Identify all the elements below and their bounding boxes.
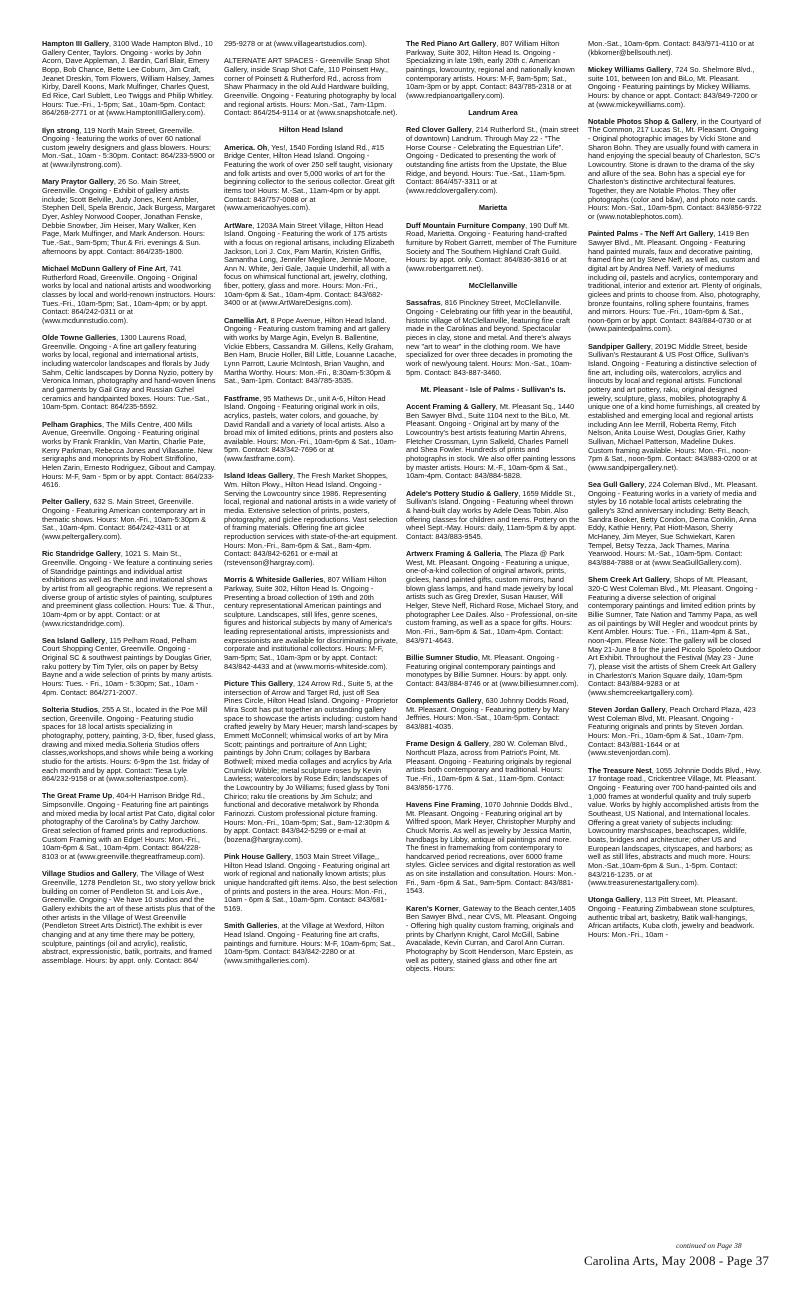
gallery-listing: Fastframe, 95 Mathews Dr., unit A-6, Hilton Head Island. Ongoing - Featuring original work in oils, acrylics, pastels, water colors, and gouache, by David Randall and a variety of local artists. Also a broad mix of limited editions, prints and posters also available. Hours: Mon.-Fri., 10am-6pm & Sat., 10am-5pm. Contact: 843/342-7696 or at (www.fastframe.com). <box>224 393 397 464</box>
gallery-listing: Mon.-Sat., 10am-6pm. Contact: 843/971-4110 or at (kbkorner@bellsouth.net). <box>588 40 755 57</box>
gallery-listing: Utonga Gallery, 113 Pitt Street, Mt. Pleasant. Ongoing - Featuring Zimbabwean stone sculptures, authentic tribal art, basketry, Batik wall-hangings, African artifacts, Kuba cloth, jewelry and beadwork. Hours: Mon.-Fri., 10am - <box>588 895 755 940</box>
section-heading: Marietta <box>478 203 508 213</box>
gallery-listing: Mickey Williams Gallery, 724 So. Shelmore Blvd., suite 101, between Ion and BiLo, Mt. Pleasant. Ongoing - Featuring paintings by Mickey Williams. Hours: by chance or appt. Contact: 843/849-7200 or at (www.mickeywilliams.com). <box>588 64 758 109</box>
section-heading: Hilton Head Island <box>278 125 344 135</box>
gallery-listing: Sea Gull Gallery, 224 Coleman Blvd., Mt. Pleasant. Ongoing - Featuring works in a variety of media and styles by 16 notable local artists celebrating the gallery's 32nd anniversary including: Betty Beach, Sandra Booker, Betty Condon, Dema Conklin, Anna Eddy, Kathie Henry, Pat Hiott-Mason, Sherry McHaney, Jim Meyer, Sue Schwiekart, Karen Tempel, Betsy Tezza, Jack Thames, Marina Yearwood. Hours: M.-Sat., 10am-5pm. Contact: 843/884-7888 or at (www.SeaGullGallery.com). <box>588 480 758 568</box>
gallery-listing: 295-9278 or at (www.villageartstudios.com). <box>224 40 367 48</box>
column-2 <box>224 40 398 1270</box>
gallery-listing: Complements Gallery, 630 Johnny Dodds Road, Mt. Pleasant. Ongoing - Featuring pottery by Mary Jeffries. Hours: Mon.-Sat., 10am-5pm. Contact: 843/881-4035. <box>406 696 569 732</box>
gallery-listing: The Great Frame Up, 404-H Harrison Bridge Rd., Simpsonville. Ongoing - Featuring fine art paintings and mixed media by local artist Pat Cato, digital color photography of the Carolina's by Cathy Jarchow. Great selection of framed prints and reproductions. Custom Framing with an Edge! Hours: Mon.-Fri., 10am-6pm & Sat., 10am-4pm. Contact: 864/228-8103 or at (www.greenville.thegreatframeup.com). <box>42 791 215 862</box>
gallery-listing: Billie Sumner Studio, Mt. Pleasant. Ongoing - Featuring original contemporary paintings and monotypes by Billie Sumner. Hours: by appt. only. Contact: 843/884-8746 or at (www.billiesumner.com). <box>406 652 579 688</box>
gallery-listing: Red Clover Gallery, 214 Rutherford St., (main street of downtown) Landrum. Through May 22 - "The Horse Course - Celebrating the Equestrian Life". Ongoing - Dedicated to presenting the work of outstanding fine artists from the Upstate, the Blue Ridge, and beyond. Hours: Tue.-Sat., 11am-5pm. Contact: 864/457-3311 or at (www.redclovergallery.com). <box>406 125 579 196</box>
gallery-listing: Duff Mountain Furniture Company, 190 Duff Mt. Road, Marietta. Ongoing - Featuring hand-crafted furniture by Robert Garrett, member of The Furniture Society and The Southern Highland Craft Guild. Hours: by appt. only. Contact: 864/836-3816 or at (www.robertgarrett.net). <box>406 220 577 273</box>
section-heading: McClellanville <box>468 281 518 291</box>
gallery-listing: Frame Design & Gallery, 280 W. Coleman Blvd., Northcutt Plaza, across from Patriot's Point, Mt. Pleasant. Ongoing - Featuring originals by regional artists both contemporary and traditional. Hours: Tue.-Fri., 10am-6pm & Sat., 11am-5pm. Contact: 843/856-1776. <box>406 739 572 792</box>
gallery-listing: Adele's Pottery Studio & Gallery, 1659 Middle St., Sullivan's Island. Ongoing - Featuring wheel thrown & hand-built clay works by Adele Deas Tobin. Also offering classes for children and teens. Pottery on the wheel Sept.-May. Hours: daily, 11am-5pm & by appt. Contact: 843/883-9545. <box>406 488 580 541</box>
gallery-listing: Michael McDunn Gallery of Fine Art, 741 Rutherford Road, Greenville. Ongoing - Original works by local and national artists and woodworking classes by local and world-renown instructors. Hours: Tues.-Fri., 10am-5pm; Sat., 10am-4pm; or by appt. Contact: 864/242-0311 or at (www.mcdunnstudio.com). <box>42 263 216 325</box>
gallery-listing: Ilyn strong, 119 North Main Street, Greenville. Ongoing - featuring the works of over 60 national custom jewelry designers and glass blowers. Hours: Mon.-Sat., 10am - 5:30pm. Contact: 864/233-5900 or at (www.ilynstrong.com). <box>42 125 215 170</box>
column-4 <box>588 40 762 1270</box>
gallery-listing: Steven Jordan Gallery, Peach Orchard Plaza, 423 West Coleman Blvd, Mt. Pleasant. Ongoing - Featuring originals and prints by Steven Jordan. Hours: Mon.-Fri., 10am-6pm & Sat., 10am-7pm. Contact: 843/881-1644 or at (www.stevenjordan.com). <box>588 705 756 758</box>
section-heading: Landrum Area <box>468 108 518 118</box>
section-heading: Mt. Pleasant - Isle of Palms - Sullivan's Is. <box>420 384 566 394</box>
page-columns <box>42 40 762 1260</box>
gallery-listing: Pink House Gallery, 1503 Main Street Village,, Hilton Head Island. Ongoing - Featuring original art work of regional and nationally known artists; plus unique handcrafted gift items. Also, the best selection of prints and posters in the area. Hours: Mon.-Fri., 10am - 6pm & Sat., 10am-5pm. Contact: 843/681-5169. <box>224 852 398 913</box>
gallery-listing: The Treasure Nest, 1055 Johnnie Dodds Blvd., Hwy. 17 frontage road., Crickentree Village, Mt. Pleasant. Ongoing - Featuring over 700 hand-painted oils and 1,000 frames at wonderful quality and truly superb value. Works by highly accomplished artists from the Southeast, US National, and International locales. Offering a great variety of subjects including: Lowcountry marshscapes, beachscapes, wildlife, boats, bridges and architecture; other US and European landscapes, cityscapes, and harbors; as well as still lifes, abstracts and much more. Hours: Mon.-Sat.,10am-6pm & Sun., 1-5pm. Contact: 843/216-1235. or at (www.treasurenestartgallery.com). <box>588 765 762 888</box>
continued-note: continued on Page 38 <box>676 1241 742 1250</box>
gallery-listing: Mary Praytor Gallery, 26 So. Main Street, Greenville. Ongoing - Exhibit of gallery artists include; Scott Belville, Judy Jones, Kent Ambler, Stephen Dell, Spela Brencic, Jack Burgess, Margaret Dyer, Ashley Norwood Cooper, Jonathan Fenske, Debbie Snowber, Jim Heiser, Mary Walker, Ken Page, Mark Mulfinger, and Mark Anderson. Hours: Tue.-Sat., 9am-5pm; Thur.& Fri. evenings & Sun. afternoons by appt. Contact: 864/235-1800. <box>42 177 216 256</box>
gallery-listing: ALTERNATE ART SPACES - Greenville Snap Shot Gallery, inside Snap Shot Cafe, 110 Poinsett Hwy., corner of Poinsett & Rutherford Rd., across from Shaw Pharmacy in the old Auld Hardware building, Greenville. Ongoing - Featuring photography by local and regional artists. Hours: Mon.-Sat., 7am-11pm. Contact: 864/254-9114 or at (www.snapshotcafe.net). <box>224 56 398 118</box>
gallery-listing: ArtWare, 1203A Main Street Village, Hilton Head Island. Ongoing - Featuring the work of 175 artists with a focus on regional artisans, including Elizabeth Jackson, Lori J. Cox, Pam Martin, Kristen Griffis, Samantha Long, Jennifer Megliore, Jennie Moore, Ann N. White, Jeri Gale, Jaquie Underhill, all with a focus on whimsical functional art, jewelry, clothing, fiber, pottery, glass and more. Hours: Mon.-Fri., 10am-6pm & Sat., 10am-4pm. Contact: 843/682-3400 or at (www.ArtWareDesigns.com). <box>224 220 395 308</box>
gallery-listing: Havens Fine Framing, 1070 Johnnie Dodds Blvd., Mt. Pleasant. Ongoing - Featuring original art by Wilfred spoon, Mark Heyer, Christopher Murphy and Chuck Morris. As well as jewelry by Jessica Martin, handbags by Libby, antique oil paintings and more. The finest in framemaking from contemporary to handcarved period recreations, over 6000 frame styles. Giclee services and digital restoration as well as on site installation and consultation. Hours: Mon.-Fri., 9am -6pm & Sat., 9am-5pm. Contact: 843/881-1543. <box>406 799 577 896</box>
gallery-listing: The Red Piano Art Gallery, 807 William Hilton Parkway, Suite 302, Hilton Head Is. Ongoing - Specializing in late 19th, early 20th c. American paintings, lowcountry, regional and nationally known contemporary artists. Hours: M-F, 9am-5pm; Sat., 10am-3pm or by appt. Contact: 843/785-2318 or at (www.redpianoartgallery.com). <box>406 40 575 100</box>
gallery-listing: Accent Framing & Gallery, Mt. Pleasant Sq., 1440 Ben Sawyer Blvd., Suite 1104 next to the BiLo, Mt. Pleasant. Ongoing - Original art by many of the Lowcountry's best artists featuring Martin Ahrens, Fletcher Crossman, Lynn Salkeld, Charles Parnell and Shea Fowler. Hundreds of prints and photographs in stock. We also offer painting lessons by master artists. Hours: M.-F., 10am-6pm & Sat., 10am-4pm. Contact: 843/884-5828. <box>406 402 576 481</box>
gallery-listing: Morris & Whiteside Galleries, 807 William Hilton Parkway, Suite 302, Hilton Head Is. Ongoing - Presenting a broad collection of 19th and 20th century representational American paintings and sculpture. Landscapes, still lifes, genre scenes, figures and historical subjects by many of America's leading representational artists, impressionists and expressionists are available for discriminating private, corporate and institutional collectors. Hours: M-F, 9am-5pm; Sat., 10am-3pm or by appt. Contact: 843/842-4433 and at (www.morris-whiteside.com). <box>224 575 398 671</box>
page-footer: Carolina Arts, May 2008 - Page 37 <box>584 1253 769 1268</box>
gallery-listing: America. Oh, Yes!, 1540 Fording Island Rd., #15 Bridge Center, Hilton Head Island. Ongoing - Featuring the work of over 250 self taught, visionary and folk artists and over 5,000 works of art for the beginning collector to the serious collector. Great gift items too! Hours: M.-Sat., 11am-4pm or by appt. Contact: 843/757-0088 or at (www.americaohyes.com). <box>224 142 395 213</box>
column-3 <box>406 40 580 1270</box>
gallery-listing: Island Ideas Gallery, The Fresh Market Shoppes, Wm. Hilton Pkwy., Hilton Head Island. Ongoing - Serving the Lowcountry since 1986. Representing local, regional and national artists in a wide variety of media. Extensive selection of prints, posters, photography, and giclee reproductions. Vast selection of framing materials. Offering fine art giclee reproduction services with state-of-the-art equipment. Hours: Mon.-Fri., 8am-6pm & Sat., 8am-4pm. Contact: 843/842-6261 or e-mail at (rstevenson@hargray.com). <box>224 471 398 567</box>
gallery-listing: Shem Creek Art Gallery, Shops of Mt. Pleasant, 320-C West Coleman Blvd., Mt. Pleasant. Ongoing - Featuring a diverse selection of original contemporary paintings and limited edition prints by Billie Sumner, Tate Nation and Tammy Papa, as well as oil paintings by Will Hegler and woodcut prints by Kent Ambler. Hours: Tue. - Fri., 11am-4pm & Sat., noon-4pm. Please Note: The gallery will be closed May 21-June 8 for the juried Piccolo Spoleto Outdoor Art Exhibit. Throughout the Festival (May 23 - June 7), please visit the artists of Shem Creek Art Gallery in Charleston's Marion Square daily, 10am-5pm Contact: 843/884-9283 or at (www.shemcreekartgallery.com). <box>588 575 761 697</box>
gallery-listing: Painted Palms - The Neff Art Gallery, 1419 Ben Sawyer Blvd., Mt. Pleasant. Ongoing - Featuring hand painted murals, faux and decorative painting, framed fine art by Steve Neff, as well as, custom and digital art by Andrea Neff. Variety of mediums including oil, pastels and acrylics, contemporary and traditional, interior and exterior art. Plenty of originals, giclees and prints to choose from. Also, photography, bronze fountains, rolling sphere fountains, frames and mirrors. Hours: Tue.-Fri., 10am-6pm & Sat., noon-6pm or by appt. Contact: 843/884-0730 or at (www.paintedpalms.com). <box>588 229 762 334</box>
gallery-listing: Pelham Graphics, The Mills Centre, 400 Mills Avenue, Greenville. Ongoing - Featuring original works by Frank Franklin, Van Martin, Charlie Pate, Kerry Parkman, Rebecca Jones and Villasante. New serigraphs and monoprints by Robert Striffolino, Helen Zarin, Ernesto Rodriguez, Gibout and Campay. Hours: M-F, 9am - 5pm or by appt. Contact: 864/233-4616. <box>42 419 216 490</box>
gallery-listing: Solteria Studios, 255 A St., located in the Poe Mill section, Greenville. Ongoing - Featuring studio spaces for 18 local artists specializing in photography, pottery, painting, 3-D, fiber, fused glass, drawing and mixed media.Solteria Studios offers classes,workshops,and shows while being a working studio for the artists. Hours: 6-9pm the 1st. friday of each month and by appt. Contact: Tiesa Lyle 864/232-9158 or at (www.solteriastpoe.com). <box>42 704 216 784</box>
gallery-listing: Karen's Korner, Gateway to the Beach center,1405 Ben Sawyer Blvd., near CVS, Mt. Pleasant. Ongoing - Offering high quality custom framing, originals and prints by Charlynn Knight, Carol McGill, Sabine Avacalade, Kevin Curran, and Carol Ann Curran. Photography by Scott Henderson, Marc Epstein, as well as pottery, stained glass and other fine art objects. Hours: <box>406 903 577 974</box>
gallery-listing: Picture This Gallery, 124 Arrow Rd., Suite 5, at the intersection of Arrow and Target Rd, just off Sea Pines Circle, Hilton Head Island. Ongoing - Proprietor Mira Scott has put together an outstanding gallery space to showcase the artists including: custom hand crafted jewelry by Mary Heuer; marsh land-scapes by Emmett McConnell; whimsical works of art by Mira Scott; paintings and portraiture of Ann Light; paintings by John Crum; collages by Barbara Bothwell; mixed media collages and acrylics by Arla Crumlick Wibble; metal sculpture roses by Kevin Lawless; watercolors by Rose Edin; landscapes of the Lowcountry by Jo Williams; fused glass by Toni Chirico; raku tile creations by Jim Schulz; and functional and decorative metalwork by Rhonda Farinozzi. Custom professional picture framing. Hours: Mon.-Fri., 10am-5pm; Sat., 9am-12:30pm & by appt. Contact: 843/842-5299 or e-mail at (bozena@hargray.com). <box>224 679 398 844</box>
gallery-listing: Pelter Gallery, 632 S. Main Street, Greenville. Ongoing - Featuring American contemporary art in thematic shows. Hours: Mon.-Fri., 10am-5:30pm & Sat., 10am-4pm. Contact: 864/242-4311 or at (www.peltergallery.com). <box>42 497 207 542</box>
column-1 <box>42 40 216 1270</box>
gallery-listing: Artwerx Framing & Galleria, The Plaza @ Park West, Mt. Pleasant. Ongoing - Featuring a unique, one-of-a-kind collection of original artwork, prints, giclees, hand painted gifts, custom mirrors, hand blown glass lamps, and hand made jewelry by local artists such as Greg Drexler, Susan Hauser, Will Helger, Steve Neff, Richard Rose, Michael Story, and photographer Lee Dailes. Also - Professional, on-site custom framing, as well as a space for gifts. Hours: Mon.-Fri., 9am-6pm & Sat., 10am-4pm. Contact: 843/971-4643. <box>406 549 579 645</box>
gallery-listing: Notable Photos Shop & Gallery, in the Courtyard of The Common, 217 Lucas St., Mt. Pleasant. Ongoing - Original photographic images by Vicki Stone and Sharon Bohn. They are usually found with camera in hand enjoying the special beauty of Charleston, SC's Lowcountry. Stone is drawn to the drama of the sky and allure of the sea. Bohn has a special eye for Charleston's distinctive architectural features. Together, they are Notable Photos. They offer photographs (color and b&w), and photo note cards. Hours: Mon.-Sat., 10am-5pm. Contact: 843/856-9722 or (www.notablephotos.com). <box>588 116 762 221</box>
gallery-listing: Olde Towne Galleries, 1300 Laurens Road, Greenville. Ongoing - A fine art gallery featuring works by local, regional and international artists, including watercolor landscapes and florals by Judy Sahm, Celtic landscapes by Donna Nyzio, pottery by Veronica Inman, photography and hand-woven linens and garments by Gail Gray and Russian Gzhel ceramics and handpainted boxes. Hours: Tue.-Sat., 10am-5pm. Contact: 864/235-5592. <box>42 333 216 412</box>
gallery-listing: Camellia Art, 8 Pope Avenue, Hilton Head Island. Ongoing - Featuring custom framing and art gallery with works by Marge Agin, Evelyn B. Ballentine, Vickie Ebbers, Cassandra M. Gillens, Kelly Graham, Ben Ham, Brucie Holler, Bill Little, Louanne Lacache, Lynn Parrott, Laurie McIntosh, Brian Vaughn, and Martha Worthy. Hours: Mon.-Fri., 8:30am-5:30pm & Sat., 9am-1pm. Contact: 843/785-3535. <box>224 315 397 386</box>
gallery-listing: Sandpiper Gallery, 2019C Middle Street, beside Sullivan's Restaurant & US Post Office, Sullivan's Island. Ongoing - Featuring a distinctive selection of fine art, including oils, watercolors, acrylics and linocuts by local and regional artists. Functional pottery and art pottery, raku, original designed jewelry, sculpture, glass, mobiles, photography & unique one of a kind home furnishings, all created by established and emerging local and regional artists including Ann lee Merrill, Roberta Remy, Fitch Nelson, Anita Louise West, Douglas Grier, Kathy Sullivan, Michael Patterson, Madeline Dukes. Custom framing available. Hours: Mon.-Fri., noon-7pm & Sat., noon-5pm. Contact: 843/883-0200 or at (www.sandpipergallery.net). <box>588 341 760 472</box>
gallery-listing: Smith Galleries, at the Village at Wexford, Hilton Head Island. Ongoing - Featuring fine art crafts, paintings and furniture. Hours: M-F, 10am-6pm; Sat., 10am-5pm. Contact: 843/842-2280 or at (www.smithgalleries.com). <box>224 921 396 965</box>
gallery-listing: Hampton III Gallery, 3100 Wade Hampton Blvd., 10 Gallery Center, Taylors. Ongoing - works by John Acorn, Dave Appleman, J. Bardin, Carl Blair, Emery Bopp, Bob Chance, Bette Lee Coburn, Jim Craft, Jeanet Dreskin, Tom Flowers, William Halsey, James Kirby, Darell Koons, Mark Mulfinger, Charles Quest, Ed Rice, Carl Sublett, Leo Twiggs and Philip Whitley. Hours: Tue.-Fri., 1-5pm; Sat., 10am-5pm. Contact: 864/268-2771 or at (www.HamptonIIIGallery.com). <box>42 40 214 118</box>
gallery-listing: Sassafras, 816 Pinckney Street, McClellanville. Ongoing - Celebrating our fifth year in the beautiful, historic village of McClellanville, featuring fine craft made in the Carolinas and beyond. Spectacular pieces in clay, stone and metal. And there's always new "art to wear" in the clothing room. We have specialized for over three decades in promoting the work of new/young talent. Hours: Mon.-Sat., 10am-5pm. Contact: 843-887-3460. <box>406 298 573 377</box>
gallery-listing: Village Studios and Gallery, The Village of West Greenville, 1278 Pendleton St., two story yellow brick building on corner of Pendleton St. and Lois Ave., Greenville. Ongoing - We have 10 studios and the Gallery exhibits the art of these artists plus that of the other artists in the Village of West Greenville (Pendleton Street Arts District).The exhibit is ever changing and at any time there may be pottery, sculpture, paintings (oil and acrylic), realistic, abstract, expressionistic, batik, portraits, and framed assemblage. Hours: by appt. only. Contact: 864/ <box>42 869 216 965</box>
gallery-listing: Ric Standridge Gallery, 1021 S. Main St., Greenville. Ongoing - We feature a continuing series of Standridge paintings and individual artist exhibitions as well as theme and invitational shows by artist from all geographic regions. We represent a diverse group of artistic styles of painting, sculptures and preeminent glass collection. Hours: Tue. & Thur., 10am-4pm or by appt. Contact: or at (www.ricstandridge.com). <box>42 549 215 628</box>
gallery-listing: Sea Island Gallery, 115 Pelham Road, Pelham Court Shopping Center, Greenville. Ongoing - Original SC & southwest paintings by Douglas Grier, raku pottery by Tim Tyler, oils on paper by Betsy Bayne and a wide selection of prints by many artists. Hours: Tues. - Fri., 10am - 5:30pm; Sat., 10am - 4pm. Contact: 864/271-2007. <box>42 635 214 697</box>
